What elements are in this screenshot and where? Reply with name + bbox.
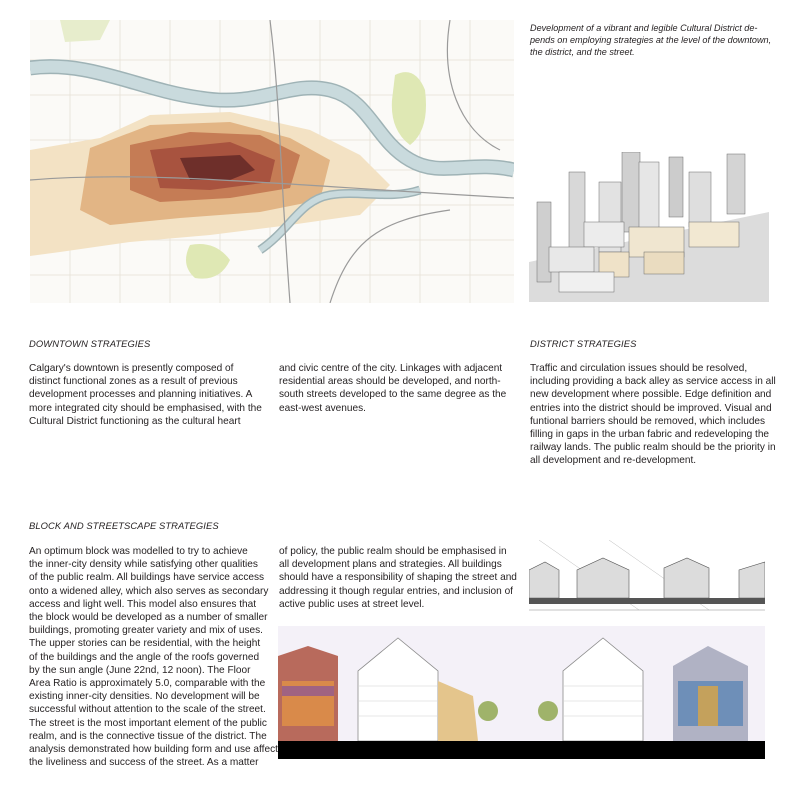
street-section-rendering <box>278 626 765 759</box>
district-heading: DISTRICT STRATEGIES <box>530 338 637 349</box>
caption-text: Development of a vibrant and legible Cultural District de- pends on employing strategies at the level of the downtown, the district, and the street. <box>530 23 772 57</box>
downtown-heading: DOWNTOWN STRATEGIES <box>29 338 151 349</box>
block-heading: BLOCK AND STREETSCAPE STRATEGIES <box>29 520 219 531</box>
downtown-text-col1: Calgary's downtown is presently composed of distinct functional zones as a result of previous development processes and planning initiatives. A more integrated city should be emphasised, with the Cultural District functioning as the cultural heart <box>29 363 262 427</box>
block-text-col2: of policy, the public realm should be emphasised in all development plans and strategies. All buildings should have a responsibility of shaping the street and addressing it though regular entries, and inclusion of active public uses at street level. <box>279 546 517 610</box>
street-section-diagram <box>529 540 765 620</box>
downtown-density-map <box>30 20 514 303</box>
block-text-col1: An optimum block was modelled to try to achieve the inner-city density while satisfying other qualities of the public realm. All buildings have service access onto a widened alley, which also serves as secondary access and light well. This model also ensures that the block would be developed as a number of smaller buildings, promoting greater variety and mix of uses. The upper stories can be residential, with the height of the buildings and the angle of the roofs governed by the sun angle (June 22nd, 12 noon). The Floor Area Ratio is approximately 5.0, comparable with the existing inner-city densities. No development will be successful without attention to the scale of the street. The street is the most important element of the public realm, and is the connective tissue of the district. The analysis demonstrated how building form and use affect the liveliness and success of the street. As a matter <box>29 546 278 769</box>
downtown-text-col2: and civic centre of the city. Linkages with adjacent residential areas should be developed, and north- south streets developed to the same degree as the east-west avenues. <box>279 363 507 414</box>
district-text: Traffic and circulation issues should be resolved, including providing a back alley as service access in all new development where possible. Edge definition and entries into the district should be improved. Visual and funtional barriers should be removed, which includes filling in gaps in the urban fabric and redeveloping the railway lands. The public realm should be the priority in all development and re-development. <box>530 363 776 467</box>
district-3d-model <box>529 152 769 302</box>
